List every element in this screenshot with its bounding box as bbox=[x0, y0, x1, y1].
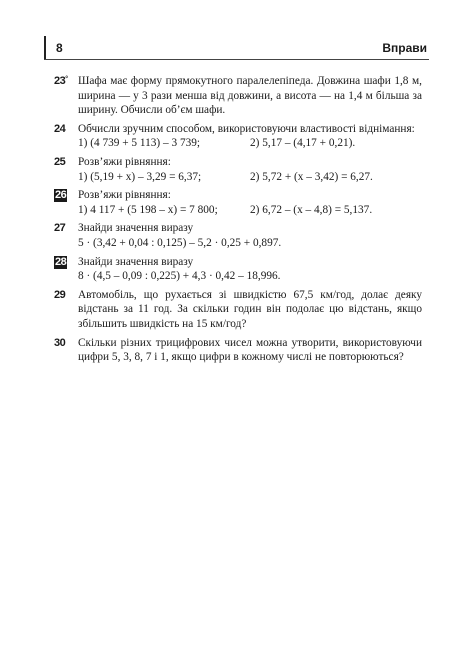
exercise-item: 2) 5,17 – (4,17 + 0,21). bbox=[250, 137, 356, 150]
exercise-number: 24 bbox=[54, 122, 66, 135]
exercise-item: 2) 6,72 – (x – 4,8) = 5,137. bbox=[250, 203, 373, 216]
exercise-23 bbox=[54, 74, 422, 118]
exercise-text: Знайди значення виразу bbox=[78, 255, 194, 268]
exercise-29 bbox=[54, 288, 422, 332]
exercise-number: 25 bbox=[54, 155, 66, 168]
exercise-25 bbox=[54, 155, 422, 184]
exercise-number: 27 bbox=[54, 222, 66, 235]
exercise-26 bbox=[54, 188, 422, 217]
header-bar bbox=[44, 36, 46, 60]
section-title: Вправи bbox=[382, 41, 427, 55]
exercise-number: 28 bbox=[55, 255, 67, 268]
exercise-28 bbox=[54, 255, 422, 284]
page-header bbox=[44, 36, 429, 58]
exercise-list bbox=[54, 74, 422, 369]
exercise-item: 2) 5,72 + (x – 3,42) = 6,27. bbox=[250, 170, 373, 183]
exercise-text: Шафа має форму прямокутного паралелепіпеда. Довжина шафи 1,8 м, ширина — у 3 рази менша від довжини, а висота — на 1,4 м більша за ширину. Обчисли об’єм шафи. bbox=[78, 75, 422, 117]
exercise-text: Розв’яжи рівняння: bbox=[78, 155, 171, 168]
exercise-items bbox=[78, 203, 422, 218]
header-rule bbox=[44, 59, 429, 60]
exercise-text: Розв’яжи рівняння: bbox=[78, 189, 171, 202]
exercise-text: Знайди значення виразу bbox=[78, 222, 194, 235]
exercise-item: 1) 4 117 + (5 198 – x) = 7 800; bbox=[78, 203, 218, 216]
exercise-30 bbox=[54, 336, 422, 365]
exercise-number: 23° bbox=[54, 75, 68, 87]
exercise-text: Обчисли зручним способом, використовуючи властивості віднімання: bbox=[78, 122, 415, 135]
exercise-number: 29 bbox=[54, 288, 66, 301]
exercise-formula: 8 · (4,5 – 0,09 : 0,225) + 4,3 · 0,42 – 18,996. bbox=[78, 270, 281, 283]
exercise-items bbox=[78, 170, 422, 185]
exercise-item: 1) (5,19 + x) – 3,29 = 6,37; bbox=[78, 170, 202, 183]
exercise-27 bbox=[54, 221, 422, 250]
exercise-number: 30 bbox=[54, 336, 66, 349]
exercise-item: 1) (4 739 + 5 113) – 3 739; bbox=[78, 137, 201, 150]
exercise-formula: 5 · (3,42 + 0,04 : 0,125) – 5,2 · 0,25 + 0,897. bbox=[78, 236, 282, 249]
exercise-24 bbox=[54, 122, 422, 151]
page-number: 8 bbox=[56, 41, 63, 55]
exercise-text: Автомобіль, що рухається зі швидкістю 67,5 км/год, долає деяку відстань за 11 год. За скільки годин він подолає цю відстань, якщо збільшить швидкість на 15 км/год? bbox=[78, 288, 422, 330]
exercise-text: Скільки різних трицифрових чисел можна утворити, використовуючи цифри 5, 3, 8, 7 і 1, якщо цифри в кожному числі не повторюються? bbox=[78, 336, 422, 364]
exercise-number: 26 bbox=[55, 189, 67, 202]
exercise-items bbox=[78, 136, 422, 151]
